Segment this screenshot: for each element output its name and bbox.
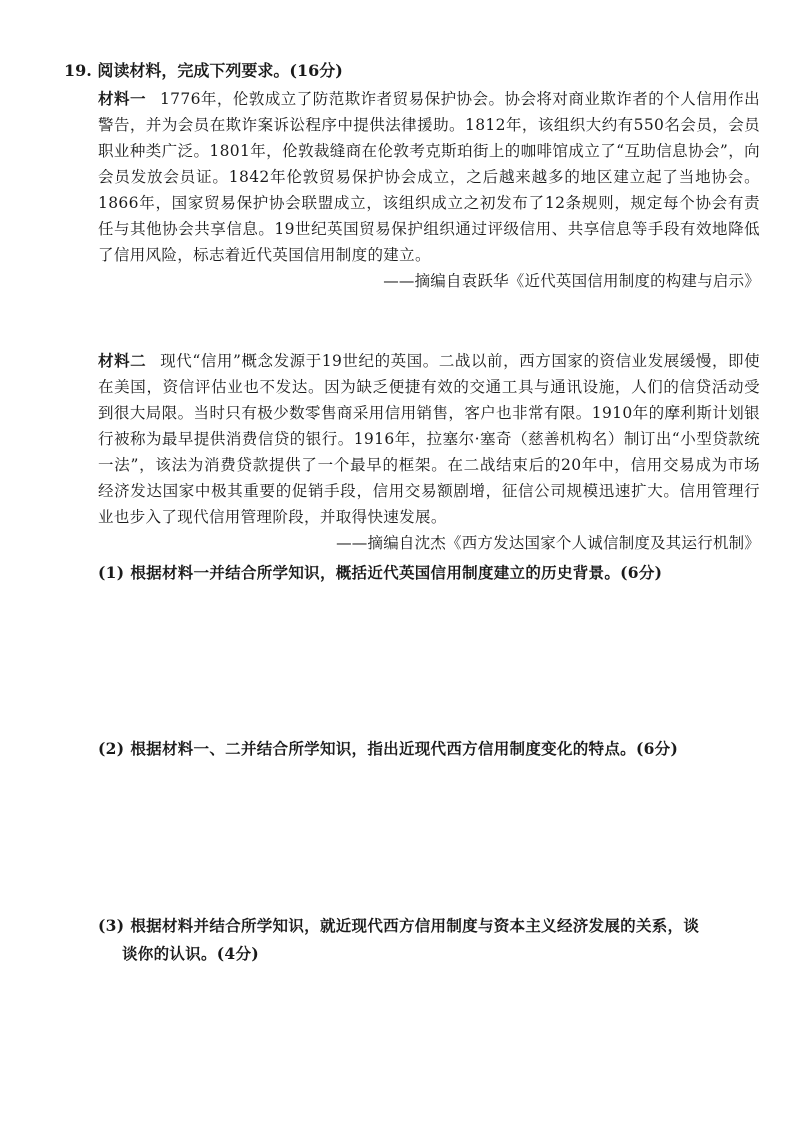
subquestion-1-number: (1)	[98, 563, 125, 582]
subquestion-2-number: (2)	[98, 739, 125, 758]
material-two-label: 材料二	[98, 351, 147, 370]
material-one-source: ——摘编自袁跃华《近代英国信用制度的构建与启示》	[383, 272, 760, 290]
material-two-source: ——摘编自沈杰《西方发达国家个人诚信制度及其运行机制》	[336, 534, 760, 552]
question-number: 19.	[64, 61, 92, 80]
question-header	[64, 58, 343, 84]
subquestion-2-text: 根据材料一、二并结合所学知识，指出近现代西方信用制度变化的特点。(6分)	[130, 739, 679, 758]
material-two	[98, 348, 760, 556]
material-one-label: 材料一	[98, 89, 146, 108]
subquestion-2	[98, 735, 760, 763]
subquestion-3-text-line2: 谈你的认识。(4分)	[122, 944, 259, 963]
subquestion-1	[98, 559, 760, 587]
subquestion-1-text: 根据材料一并结合所学知识，概括近代英国信用制度建立的历史背景。(6分)	[130, 563, 663, 582]
subquestion-3-text-line1: 根据材料并结合所学知识，就近现代西方信用制度与资本主义经济发展的关系，谈	[130, 916, 700, 935]
subquestion-3	[98, 912, 760, 968]
material-one-text: 1776年，伦敦成立了防范欺诈者贸易保护协会。协会将对商业欺诈者的个人信用作出警告，并为会员在欺诈案诉讼程序中提供法律援助。1812年，该组织大约有550名会员，会员职业种类广泛。1801年，伦敦裁缝商在伦敦考克斯珀街上的咖啡馆成立了“互助信息协会”，向会员发放会员证。1842年伦敦贸易保护协会成立，之后越来越多的地区建立起了当地协会。1866年，国家贸易保护协会联盟成立，该组织成立之初发布了12条规则，规定每个协会有责任与其他协会共享信息。19世纪英国贸易保护组织通过评级信用、共享信息等手段有效地降低了信用风险，标志着近代英国信用制度的建立。	[98, 90, 760, 264]
material-one	[98, 86, 760, 294]
subquestion-3-number: (3)	[98, 916, 125, 935]
material-two-text: 现代“信用”概念发源于19世纪的英国。二战以前，西方国家的资信业发展缓慢，即使在美国，资信评估业也不发达。因为缺乏便捷有效的交通工具与通讯设施，人们的信贷活动受到很大局限。当时只有极少数零售商采用信用销售，客户也非常有限。1910年的摩利斯计划银行被称为最早提供消费信贷的银行。1916年，拉塞尔·塞奇（慈善机构名）制订出“小型贷款统一法”，该法为消费贷款提供了一个最早的框架。在二战结束后的20年中，信用交易成为市场经济发达国家中极其重要的促销手段，信用交易额剧增，征信公司规模迅速扩大。信用管理行业也步入了现代信用管理阶段，并取得快速发展。	[98, 352, 760, 526]
question-prompt: 阅读材料，完成下列要求。(16分)	[97, 61, 343, 80]
